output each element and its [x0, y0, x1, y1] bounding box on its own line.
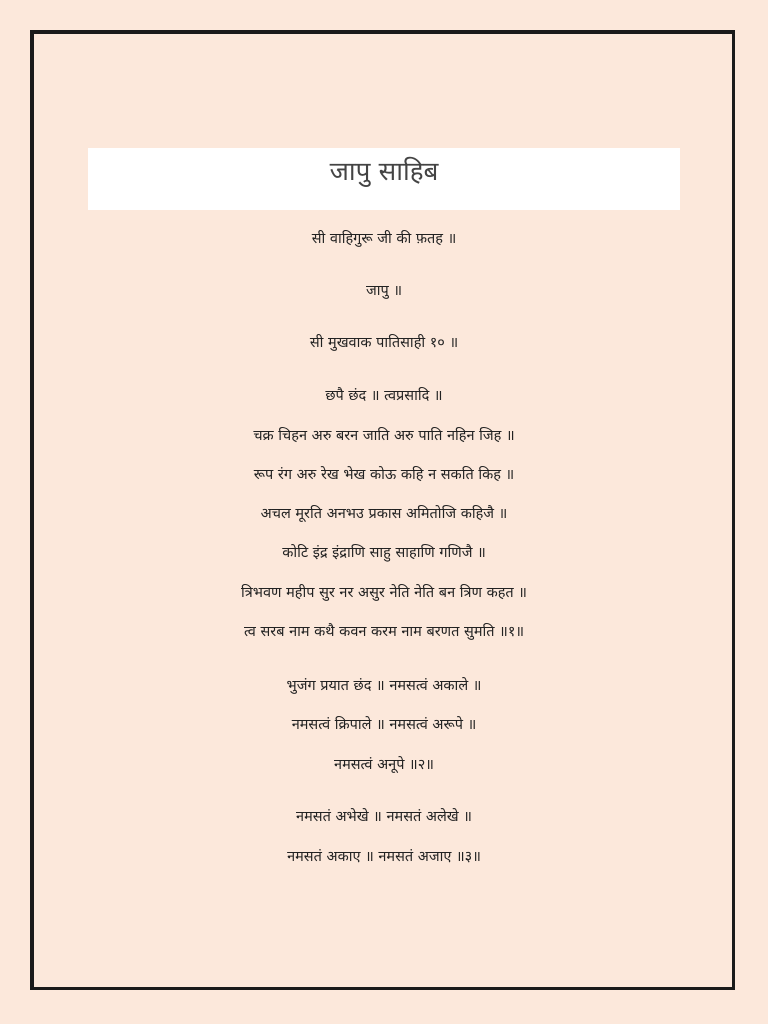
text-line: भुजंग प्रयात छंद ॥ नमसत्वं अकाले ॥	[286, 678, 482, 694]
text-line: कोटि इंद्र इंद्राणि साहु साहाणि गणिजै ॥	[282, 545, 486, 561]
text-line: त्व सरब नाम कथै कवन करम नाम बरणत सुमति ॥१॥	[243, 624, 525, 640]
text-line: नमसत्वं क्रिपाले ॥ नमसत्वं अरूपे ॥	[291, 717, 477, 733]
text-line: जापु ॥	[365, 283, 403, 299]
text-line: सी वाहिगुरू जी की फ़तह ॥	[311, 231, 457, 247]
text-line: सी मुखवाक पातिसाही १० ॥	[309, 335, 459, 351]
text-line: त्रिभवण महीप सुर नर असुर नेति नेति बन त्रिण कहत ॥	[241, 585, 527, 601]
text-line: रूप रंग अरु रेख भेख कोऊ कहि न सकति किह ॥	[253, 467, 515, 483]
text-line: अचल मूरति अनभउ प्रकास अमितोजि कहिजै ॥	[260, 506, 508, 522]
title-box	[88, 148, 680, 210]
text-line: नमसतं अकाए ॥ नमसतं अजाए ॥३॥	[287, 849, 481, 865]
text-line: नमसतं अभेखे ॥ नमसतं अलेखे ॥	[296, 809, 472, 825]
page-title: जापु साहिब	[329, 157, 439, 187]
text-line: चक्र चिहन अरु बरन जाति अरु पाति नहिन जिह ॥	[253, 428, 515, 444]
text-line: नमसत्वं अनूपे ॥२॥	[334, 757, 434, 773]
text-line: छपै छंद ॥ त्वप्रसादि ॥	[325, 388, 443, 404]
